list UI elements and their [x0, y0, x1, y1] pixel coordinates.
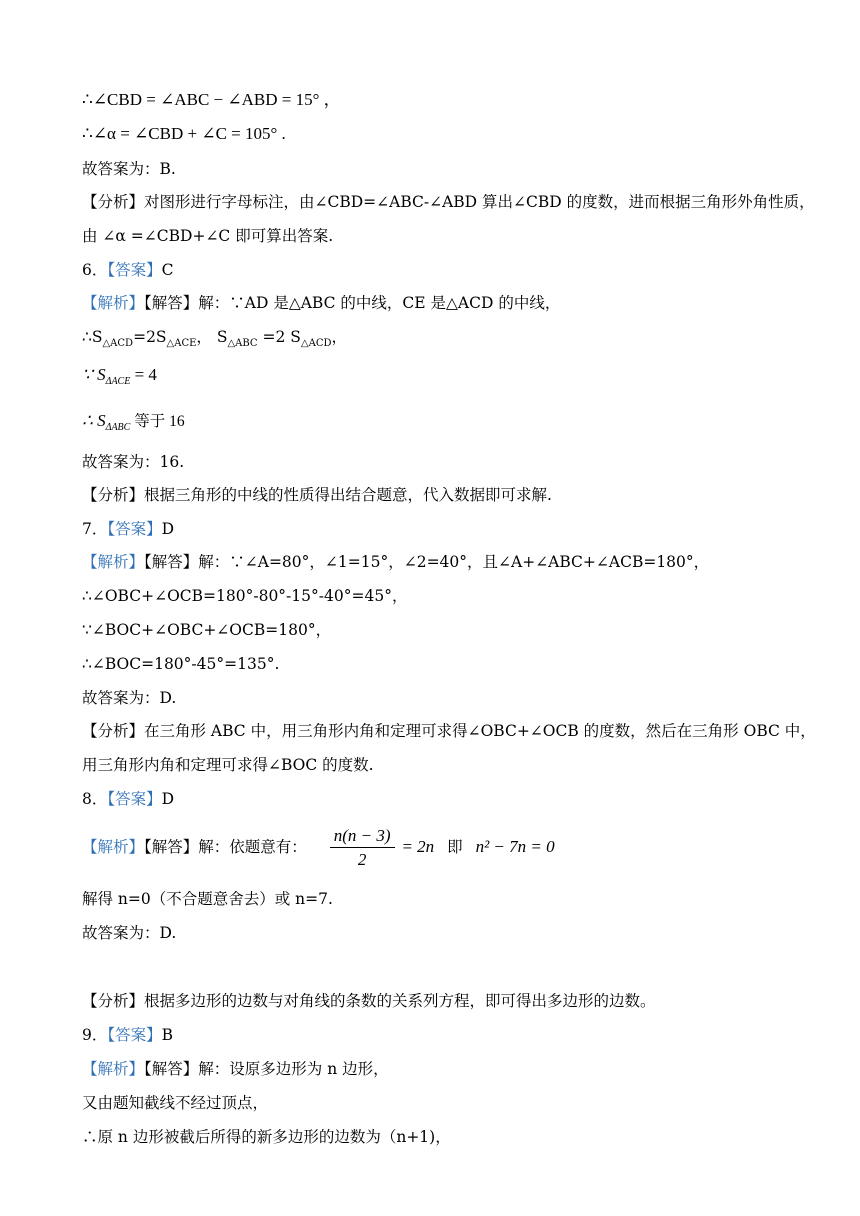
analysis-line-q7-2: 用三角形内角和定理可求得∠BOC 的度数. [82, 756, 374, 774]
solution-q7-line-3: ∵∠BOC+∠OBC+∠OCB=180°， [82, 621, 332, 639]
solution-text: 【解答】解：∵∠A=80°，∠1=15°，∠2=40°，且∠A+∠ABC+∠ACB=180°， [144, 553, 710, 571]
answer-line-q6: 故答案为：16. [82, 453, 185, 471]
question-number: 6． [82, 261, 108, 279]
jiexi-label: 【解析】 [82, 838, 145, 856]
solution-q7-line-4: ∴∠BOC=180°-45°=135°. [82, 655, 280, 673]
solution-q6-line-2 [82, 327, 347, 354]
answer-label: 【答案】 [107, 790, 162, 808]
fraction-numerator: n(n − 3) [330, 826, 395, 848]
solution-q7-line-2: ∴∠OBC+∠OCB=180°-80°-15°-40°=45°， [82, 587, 408, 605]
analysis-line-q8: 【分析】根据多边形的边数与对角线的条数的关系列方程，即可得出多边形的边数。 [82, 992, 656, 1010]
answer-value: D [161, 790, 175, 808]
jiexi-label: 【解析】 [82, 553, 145, 571]
text: ∴S [82, 328, 103, 346]
subscript: △ACD [102, 338, 134, 349]
question-6-header [82, 260, 174, 280]
solution-q8-line-1 [82, 826, 555, 870]
jiexi-label: 【解析】 [82, 1060, 145, 1078]
text: ， S [196, 328, 228, 346]
text: =2S [133, 328, 167, 346]
analysis-line-q6: 【分析】根据三角形的中线的性质得出结合题意，代入数据即可求解. [82, 486, 552, 504]
jiexi-label: 【解析】 [82, 294, 145, 312]
question-number: 7． [82, 520, 108, 538]
question-number: 9． [82, 1026, 108, 1044]
solution-text: 【解答】解：∵AD 是△ABC 的中线，CE 是△ACD 的中线， [144, 294, 561, 312]
equation-cbd: ∴∠CBD = ∠ABC − ∠ABD = 15° ， [82, 90, 341, 109]
text: = 4 [130, 365, 157, 384]
answer-line-q7: 故答案为：D. [82, 689, 177, 707]
answer-label: 【答案】 [107, 261, 162, 279]
solution-q9-line-2: 又由题知截线不经过顶点， [82, 1094, 269, 1112]
solution-q6-line-1 [82, 293, 560, 313]
solution-q6-line-3 [82, 365, 157, 392]
equation: n² − 7n = 0 [475, 837, 555, 856]
answer-value: C [161, 261, 174, 279]
text: ∵ S [82, 365, 106, 384]
question-7-header [82, 519, 174, 539]
text: ∴ S [82, 411, 106, 430]
solution-q8-line-2: 解得 n=0（不合题意舍去）或 n=7. [82, 890, 333, 908]
question-8-header [82, 789, 174, 809]
answer-label: 【答案】 [107, 520, 162, 538]
analysis-line-q5-1: 【分析】对图形进行字母标注，由∠CBD=∠ABC-∠ABD 算出∠CBD 的度数，进而根据三角形外角性质， [82, 193, 815, 211]
analysis-line-q7-1: 【分析】在三角形 ABC 中，用三角形内角和定理可求得∠OBC+∠OCB 的度数，然后在三角形 OBC 中， [82, 722, 816, 740]
fraction-denominator: 2 [357, 850, 367, 869]
solution-q9-line-1 [82, 1059, 389, 1079]
solution-q6-line-4 [82, 411, 185, 438]
subscript: △ABC [227, 338, 258, 349]
solution-text: 【解答】解：依题意有： [144, 838, 307, 856]
text: 即 [447, 838, 463, 856]
question-number: 8． [82, 790, 108, 808]
text: =2 S [257, 328, 301, 346]
fraction [330, 826, 395, 870]
subscript: △ACE [166, 338, 197, 349]
subscript: ΔACE [105, 376, 131, 387]
text: 等于 16 [130, 413, 185, 430]
answer-value: D [161, 520, 175, 538]
analysis-line-q5-2: 由 ∠α =∠CBD+∠C 即可算出答案. [82, 227, 334, 245]
solution-q9-line-3: ∴原 n 边形被截后所得的新多边形的边数为（n+1)， [82, 1128, 451, 1146]
text: ， [331, 328, 348, 346]
answer-value: B [161, 1026, 174, 1044]
answer-line-q8: 故答案为：D. [82, 924, 177, 942]
question-9-header [82, 1025, 173, 1045]
answer-line-q5: 故答案为：B. [82, 160, 176, 178]
solution-text: 【解答】解：设原多边形为 n 边形， [144, 1060, 389, 1078]
solution-q7-line-1 [82, 552, 709, 572]
answer-label: 【答案】 [107, 1026, 162, 1044]
subscript: ΔABC [105, 422, 131, 433]
equation-alpha: ∴∠α = ∠CBD + ∠C = 105° . [82, 124, 286, 143]
equation: = 2n [401, 837, 435, 856]
subscript: △ACD [300, 338, 332, 349]
